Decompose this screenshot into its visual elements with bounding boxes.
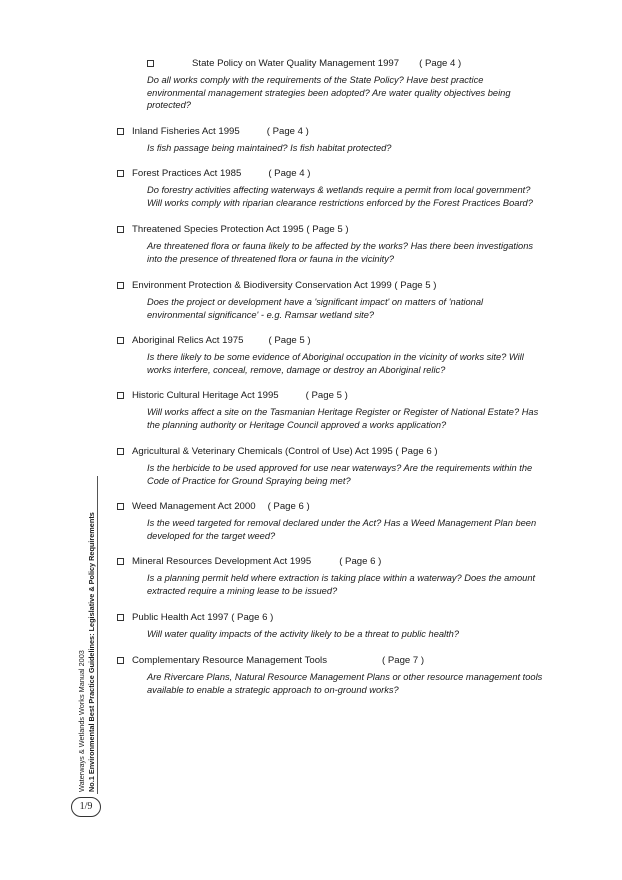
checklist-item-agvet-chemicals <box>117 445 557 487</box>
checkbox[interactable] <box>147 60 154 67</box>
checkbox[interactable] <box>117 614 124 621</box>
checklist-item-weed-management <box>117 500 557 542</box>
checkbox[interactable] <box>117 170 124 177</box>
item-question: Will water quality impacts of the activity likely to be a threat to public health? <box>147 629 460 639</box>
checkbox[interactable] <box>117 392 124 399</box>
page-number-badge: 1/9 <box>71 797 101 817</box>
side-divider <box>97 476 98 794</box>
item-question: Do forestry activities affecting waterways & wetlands require a permit from local government? Will works comply with riparian clearance restrictions enforced by the Forest Practices Board? <box>147 185 533 208</box>
checklist-item-threatened-species <box>117 223 557 265</box>
item-question: Is fish passage being maintained? Is fish habitat protected? <box>147 143 392 153</box>
item-question: Do all works comply with the requirements of the State Policy? Have best practice environmental management strategies been adopted? Are water quality objectives being protected? <box>147 75 511 110</box>
manual-title: Waterways & Wetlands Works Manual 2003 <box>77 650 86 792</box>
item-title: Public Health Act 1997 ( Page 6 ) <box>132 612 274 623</box>
page-reference: ( Page 4 ) <box>419 58 462 69</box>
checkbox[interactable] <box>117 558 124 565</box>
checklist-item-epbc <box>117 279 557 321</box>
checkbox[interactable] <box>117 282 124 289</box>
item-question: Does the project or development have a 'significant impact' on matters of 'national environmental significance' - e.g. Ramsar wetland site? <box>147 297 484 320</box>
page-reference: ( Page 5 ) <box>268 335 311 346</box>
item-title: Weed Management Act 2000 <box>132 501 256 512</box>
item-title: Mineral Resources Development Act 1995 <box>132 556 312 567</box>
item-question: Is there likely to be some evidence of Aboriginal occupation in the vicinity of works site? Will works interfere, conceal, remove, damage or destroy an Aboriginal relic? <box>147 352 524 375</box>
item-title: Agricultural & Veterinary Chemicals (Control of Use) Act 1995 ( Page 6 ) <box>132 446 438 457</box>
guideline-title: No.1 Environmental Best Practice Guidelines: Legislative & Policy Requirements <box>87 512 96 792</box>
checklist-item-public-health <box>117 611 557 641</box>
checklist-item-inland-fisheries <box>117 125 557 155</box>
checkbox[interactable] <box>117 657 124 664</box>
item-question: Is a planning permit held where extraction is taking place within a waterway? Does the amount extracted require a mining lease to be issued? <box>147 573 536 596</box>
item-question: Is the herbicide to be used approved for use near waterways? Are the requirements within the Code of Practice for Ground Spraying being met? <box>147 463 533 486</box>
item-title: State Policy on Water Quality Management 1997 <box>192 58 400 69</box>
checklist-item-complementary-tools <box>117 654 557 696</box>
page-reference: ( Page 6 ) <box>339 556 382 567</box>
checkbox[interactable] <box>117 337 124 344</box>
item-question: Will works affect a site on the Tasmanian Heritage Register or Register of National Estate? Has the planning authority or Heritage Council approved a works application? <box>147 407 539 430</box>
checklist-item-mineral-resources <box>117 555 557 597</box>
checkbox[interactable] <box>117 128 124 135</box>
item-title: Environment Protection & Biodiversity Conservation Act 1999 ( Page 5 ) <box>132 280 437 291</box>
item-question: Are Rivercare Plans, Natural Resource Management Plans or other resource management tools available to enable a strategic approach to on-ground works? <box>147 672 543 695</box>
page-reference: ( Page 5 ) <box>305 390 348 401</box>
checklist-item-aboriginal-relics <box>117 334 557 376</box>
page-reference: ( Page 4 ) <box>268 168 311 179</box>
page-reference: ( Page 7 ) <box>382 655 425 666</box>
item-title: Threatened Species Protection Act 1995 ( Page 5 ) <box>132 224 349 235</box>
item-question: Are threatened flora or fauna likely to be affected by the works? Has there been investigations into the presence of threatened flora or fauna in the vicinity? <box>147 241 534 264</box>
checklist-item-historic-heritage <box>117 389 557 431</box>
checklist-item-state-policy <box>147 57 587 112</box>
page-reference: ( Page 6 ) <box>267 501 310 512</box>
checklist-item-forest-practices <box>117 167 557 209</box>
item-title: Complementary Resource Management Tools <box>132 655 327 666</box>
item-title: Forest Practices Act 1985 <box>132 168 242 179</box>
item-title: Historic Cultural Heritage Act 1995 <box>132 390 279 401</box>
checkbox[interactable] <box>117 448 124 455</box>
item-title: Aboriginal Relics Act 1975 <box>132 335 244 346</box>
side-running-header <box>77 472 97 792</box>
item-question: Is the weed targeted for removal declared under the Act? Has a Weed Management Plan been developed for the target weed? <box>147 518 537 541</box>
checkbox[interactable] <box>117 503 124 510</box>
page-reference: ( Page 4 ) <box>266 126 309 137</box>
checkbox[interactable] <box>117 226 124 233</box>
item-title: Inland Fisheries Act 1995 <box>132 126 240 137</box>
